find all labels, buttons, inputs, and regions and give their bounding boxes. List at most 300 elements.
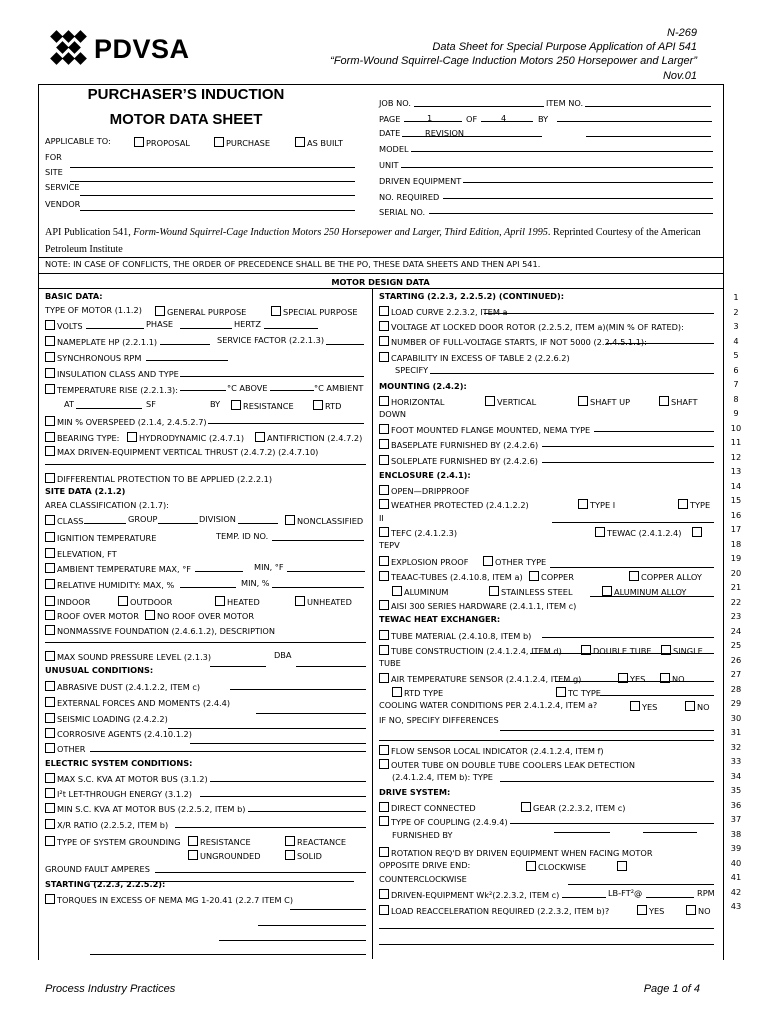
- max-sc-option[interactable]: [45, 773, 208, 783]
- air-temp-option[interactable]: [379, 673, 581, 683]
- ground-fault-field[interactable]: [155, 872, 366, 873]
- max-sound-option[interactable]: [45, 651, 211, 661]
- torques-option[interactable]: [45, 894, 293, 904]
- model-field[interactable]: [411, 151, 713, 152]
- num-starts-field[interactable]: [606, 343, 714, 344]
- humidity-max-field[interactable]: [180, 587, 236, 588]
- wk2-rpm-field[interactable]: [646, 897, 694, 898]
- max-sc-checkbox[interactable]: [45, 773, 55, 783]
- gear-checkbox[interactable]: [521, 802, 531, 812]
- insulation-field[interactable]: [180, 376, 364, 377]
- bearing-type-checkbox[interactable]: [45, 432, 55, 442]
- clockwise-option[interactable]: [526, 861, 586, 871]
- volts-field[interactable]: [86, 328, 144, 329]
- group-field[interactable]: [158, 523, 198, 524]
- cooling-yes-option[interactable]: [630, 701, 657, 711]
- open-drip-checkbox[interactable]: [379, 485, 389, 495]
- shaft-down-option[interactable]: [659, 396, 698, 406]
- insulation-checkbox[interactable]: [45, 368, 55, 378]
- volts-checkbox[interactable]: [45, 320, 55, 330]
- direct-option[interactable]: [379, 802, 476, 812]
- temp-rise-field[interactable]: [180, 390, 226, 391]
- soleplate-option[interactable]: [379, 455, 538, 465]
- serial-no-label: SERIAL NO.: [379, 207, 426, 217]
- line-number: 13: [730, 466, 742, 476]
- min-sc-option[interactable]: [45, 803, 246, 813]
- wk2-checkbox[interactable]: [379, 889, 389, 899]
- date-field[interactable]: [402, 136, 542, 137]
- reaccel-no-checkbox[interactable]: [686, 905, 696, 915]
- vertical-checkbox[interactable]: [485, 396, 495, 406]
- min-f-label: MIN, °F: [254, 562, 284, 572]
- foot-flange-field[interactable]: [594, 431, 714, 432]
- load-curve-option[interactable]: [379, 306, 508, 316]
- foot-flange-checkbox[interactable]: [379, 424, 389, 434]
- page-field[interactable]: [404, 121, 462, 122]
- service-factor-field[interactable]: [326, 344, 364, 345]
- voltage-locked-checkbox[interactable]: [379, 321, 389, 331]
- shaft-down-checkbox[interactable]: [659, 396, 669, 406]
- horizontal-option[interactable]: [379, 396, 444, 406]
- aluminum-option[interactable]: [392, 586, 448, 596]
- outdoor-checkbox[interactable]: [118, 596, 128, 606]
- abrasive-option[interactable]: [45, 681, 200, 691]
- torques-field-4[interactable]: [90, 954, 366, 955]
- max-thrust-checkbox[interactable]: [45, 446, 55, 456]
- outer-tube-checkbox[interactable]: [379, 759, 389, 769]
- tewac-option[interactable]: [595, 527, 681, 537]
- tube-material-checkbox[interactable]: [379, 630, 389, 640]
- flow-sensor-option[interactable]: [379, 745, 604, 755]
- other-type-checkbox[interactable]: [483, 556, 493, 566]
- purchase-checkbox[interactable]: [214, 137, 224, 147]
- g-resistance-checkbox[interactable]: [188, 836, 198, 846]
- seismic-option[interactable]: [45, 713, 168, 723]
- hydrodynamic-option[interactable]: [127, 432, 244, 442]
- diff-protection-option[interactable]: [45, 473, 272, 483]
- outer-tube-label: OUTER TUBE ON DOUBLE TUBE COOLERS LEAK DETECTION: [391, 760, 636, 770]
- indoor-checkbox[interactable]: [45, 596, 55, 606]
- tepv-checkbox[interactable]: [692, 527, 702, 537]
- counterclockwise-checkbox[interactable]: [617, 861, 627, 871]
- dba-field[interactable]: [296, 666, 366, 667]
- footer-left: Process Industry Practices: [45, 983, 176, 995]
- coupling-field[interactable]: [510, 823, 714, 824]
- other-type-option[interactable]: [483, 556, 546, 566]
- bearing-type-option[interactable]: [45, 432, 119, 442]
- special-purpose-checkbox[interactable]: [271, 306, 281, 316]
- voltage-locked-option[interactable]: [379, 321, 684, 331]
- copper-option[interactable]: [529, 571, 574, 581]
- shaft-up-option[interactable]: [578, 396, 630, 406]
- humidity-checkbox[interactable]: [45, 579, 55, 589]
- i2t-field[interactable]: [200, 796, 366, 797]
- line-number: 31: [730, 727, 742, 737]
- stainless-checkbox[interactable]: [489, 586, 499, 596]
- solid-option[interactable]: [285, 850, 322, 860]
- horizontal-label: HORIZONTAL: [391, 397, 445, 407]
- external-forces-checkbox[interactable]: [45, 697, 55, 707]
- hertz-field[interactable]: [264, 328, 318, 329]
- roof-over-checkbox[interactable]: [45, 610, 55, 620]
- reaccel-yes-option[interactable]: [637, 905, 664, 915]
- reaccel-yes-checkbox[interactable]: [637, 905, 647, 915]
- ungrounded-checkbox[interactable]: [188, 850, 198, 860]
- explosion-option[interactable]: [379, 556, 468, 566]
- vendor-field[interactable]: [80, 210, 355, 211]
- antifriction-checkbox[interactable]: [255, 432, 265, 442]
- xr-option[interactable]: [45, 819, 168, 829]
- aluminum-checkbox[interactable]: [392, 586, 402, 596]
- abrasive-field[interactable]: [230, 689, 366, 690]
- seismic-checkbox[interactable]: [45, 713, 55, 723]
- furnished-by-field-2[interactable]: [643, 832, 697, 833]
- torques-checkbox[interactable]: [45, 894, 55, 904]
- torques-field[interactable]: [290, 909, 366, 910]
- load-curve-field[interactable]: [484, 313, 714, 314]
- reaccel-option[interactable]: [379, 905, 609, 915]
- num-starts-checkbox[interactable]: [379, 336, 389, 346]
- nonmassive-option[interactable]: [45, 625, 275, 635]
- capability-label: CAPABILITY IN EXCESS OF TABLE 2 (2.2.6.2): [391, 353, 570, 363]
- copper-alloy-label: COPPER ALLOY: [641, 572, 702, 582]
- purchase-option[interactable]: [214, 137, 270, 147]
- grounding-checkbox[interactable]: [45, 836, 55, 846]
- sync-rpm-checkbox[interactable]: [45, 352, 55, 362]
- g-reactance-checkbox[interactable]: [285, 836, 295, 846]
- air-temp-field[interactable]: [555, 681, 714, 682]
- unit-field[interactable]: [401, 167, 713, 168]
- foot-flange-option[interactable]: [379, 424, 590, 434]
- wk2-option[interactable]: [379, 889, 559, 899]
- stainless-option[interactable]: [489, 586, 573, 596]
- min-overspeed-field[interactable]: [208, 423, 364, 424]
- rotation-option[interactable]: [379, 847, 653, 857]
- group-label: GROUP: [128, 514, 158, 524]
- at-field[interactable]: [76, 408, 142, 409]
- line-number: 2: [733, 306, 739, 317]
- copper-alloy-option[interactable]: [629, 571, 702, 581]
- line-number: 29: [730, 698, 742, 708]
- teaac-option[interactable]: [379, 571, 523, 581]
- nonmassive-checkbox[interactable]: [45, 625, 55, 635]
- no-roof-checkbox[interactable]: [145, 610, 155, 620]
- class-field[interactable]: [84, 523, 126, 524]
- reaccel-no-option[interactable]: [686, 905, 711, 915]
- ambient-temp-option[interactable]: [45, 563, 191, 573]
- ungrounded-option[interactable]: [188, 850, 261, 860]
- blank-line-2[interactable]: [379, 944, 714, 945]
- enclosure-field[interactable]: [552, 522, 714, 523]
- single-label: SINGLE: [673, 646, 703, 656]
- tefc-option[interactable]: [379, 527, 457, 537]
- heated-option[interactable]: [215, 596, 260, 606]
- abrasive-checkbox[interactable]: [45, 681, 55, 691]
- copper-alloy-checkbox[interactable]: [629, 571, 639, 581]
- external-forces-option[interactable]: [45, 697, 230, 707]
- max-sc-field[interactable]: [210, 781, 366, 782]
- load-curve-checkbox[interactable]: [379, 306, 389, 316]
- rtd-type-option[interactable]: [392, 687, 443, 697]
- g-resistance-option[interactable]: [188, 836, 251, 846]
- temp-id-field[interactable]: [272, 540, 364, 541]
- solid-checkbox[interactable]: [285, 850, 295, 860]
- indoor-option[interactable]: [45, 596, 90, 606]
- no-required-field[interactable]: [443, 198, 713, 199]
- ignition-temp-option[interactable]: [45, 532, 156, 542]
- item-no-field[interactable]: [585, 106, 711, 107]
- phase-field[interactable]: [180, 328, 232, 329]
- nonclassified-option[interactable]: [285, 515, 363, 525]
- elevation-option[interactable]: [45, 548, 117, 558]
- rtd-option[interactable]: [313, 400, 341, 410]
- nameplate-hp-label: NAMEPLATE HP (2.2.1.1): [57, 337, 158, 347]
- proposal-option[interactable]: [134, 137, 190, 147]
- divider: [38, 257, 723, 258]
- outdoor-option[interactable]: [118, 596, 172, 606]
- tefc-checkbox[interactable]: [379, 527, 389, 537]
- air-temp-checkbox[interactable]: [379, 673, 389, 683]
- reaccel-checkbox[interactable]: [379, 905, 389, 915]
- min-sc-field[interactable]: [248, 811, 366, 812]
- class-checkbox[interactable]: [45, 515, 55, 525]
- soleplate-field[interactable]: [542, 462, 714, 463]
- revision-label: REVISION: [425, 128, 465, 138]
- form-title-line2: MOTOR DATA SHEET: [109, 111, 263, 128]
- division-field[interactable]: [238, 523, 278, 524]
- site-field[interactable]: [70, 181, 355, 182]
- ignition-temp-checkbox[interactable]: [45, 532, 55, 542]
- horizontal-checkbox[interactable]: [379, 396, 389, 406]
- tc-type-field[interactable]: [600, 695, 714, 696]
- corrosive-option[interactable]: [45, 728, 192, 738]
- tube-material-field[interactable]: [542, 637, 714, 638]
- volts-option[interactable]: [45, 320, 83, 330]
- reaccel-no-label: NO: [698, 906, 711, 916]
- flow-sensor-label: FLOW SENSOR LOCAL INDICATOR (2.4.1.2.4, ITEM f): [391, 746, 604, 756]
- nameplate-hp-option[interactable]: [45, 336, 157, 346]
- if-no-field-2[interactable]: [379, 740, 714, 741]
- cooling-no-option[interactable]: [685, 701, 710, 711]
- tepv-option[interactable]: [692, 527, 704, 537]
- for-field[interactable]: [70, 167, 355, 168]
- min-overspeed-checkbox[interactable]: [45, 416, 55, 426]
- humidity-min-field[interactable]: [272, 587, 364, 588]
- proposal-checkbox[interactable]: [134, 137, 144, 147]
- no-roof-label: NO ROOF OVER MOTOR: [157, 611, 255, 621]
- heated-checkbox[interactable]: [215, 596, 225, 606]
- general-purpose-option[interactable]: [155, 306, 246, 316]
- date-label: DATE: [379, 128, 401, 138]
- resistance-checkbox[interactable]: [231, 400, 241, 410]
- stainless-label: STAINLESS STEEL: [501, 587, 573, 597]
- nameplate-hp-checkbox[interactable]: [45, 336, 55, 346]
- sync-rpm-option[interactable]: [45, 352, 141, 362]
- other-field[interactable]: [90, 751, 366, 752]
- capability-checkbox[interactable]: [379, 352, 389, 362]
- as-built-checkbox[interactable]: [295, 137, 305, 147]
- outdoor-label: OUTDOOR: [130, 597, 173, 607]
- torques-field-2[interactable]: [258, 925, 366, 926]
- tube-construction-checkbox[interactable]: [379, 645, 389, 655]
- tc-type-option[interactable]: [556, 687, 601, 697]
- wk2-field[interactable]: [562, 897, 606, 898]
- sync-rpm-field[interactable]: [146, 360, 228, 361]
- cooling-no-checkbox[interactable]: [685, 701, 695, 711]
- diff-protection-checkbox[interactable]: [45, 473, 55, 483]
- external-forces-field[interactable]: [256, 713, 366, 714]
- tube-construction-field[interactable]: [530, 653, 714, 654]
- line-number: 21: [730, 582, 742, 592]
- as-built-option[interactable]: [295, 137, 343, 147]
- wk2-field-top[interactable]: [568, 884, 714, 885]
- torques-field-3[interactable]: [219, 940, 366, 941]
- other-type-field[interactable]: [550, 567, 714, 568]
- cooling-yes-checkbox[interactable]: [630, 701, 640, 711]
- xr-field[interactable]: [175, 827, 366, 828]
- i2t-option[interactable]: [45, 788, 192, 798]
- job-no-field[interactable]: [414, 106, 544, 107]
- max-thrust-option[interactable]: [45, 446, 318, 456]
- driven-equipment-field[interactable]: [463, 182, 713, 183]
- blank-line-1[interactable]: [379, 928, 714, 929]
- tc-type-checkbox[interactable]: [556, 687, 566, 697]
- line-number: 39: [730, 843, 742, 853]
- unheated-option[interactable]: [295, 596, 352, 606]
- flow-sensor-checkbox[interactable]: [379, 745, 389, 755]
- class-option[interactable]: [45, 515, 83, 525]
- ambient-temp-max-field[interactable]: [195, 571, 243, 572]
- capability-option[interactable]: [379, 352, 570, 362]
- explosion-checkbox[interactable]: [379, 556, 389, 566]
- furnished-by-field[interactable]: [554, 832, 610, 833]
- unit-label: UNIT: [379, 160, 399, 170]
- furnished-by-label: FURNISHED BY: [392, 830, 453, 840]
- clockwise-checkbox[interactable]: [526, 861, 536, 871]
- type-ii-checkbox[interactable]: [678, 499, 688, 509]
- elevation-checkbox[interactable]: [45, 548, 55, 558]
- line-number: 3: [733, 321, 739, 331]
- aisi-checkbox[interactable]: [379, 600, 389, 610]
- specify-field[interactable]: [430, 373, 714, 374]
- temp-rise-option[interactable]: [45, 384, 178, 394]
- soleplate-checkbox[interactable]: [379, 455, 389, 465]
- nonclassified-checkbox[interactable]: [285, 515, 295, 525]
- weather-option[interactable]: [379, 499, 529, 509]
- rtd-checkbox[interactable]: [313, 400, 323, 410]
- antifriction-option[interactable]: [255, 432, 362, 442]
- rtd-type-checkbox[interactable]: [392, 687, 402, 697]
- of-field[interactable]: [481, 121, 533, 122]
- aluminum-alloy-option[interactable]: [602, 586, 686, 596]
- dba-label: DBA: [274, 650, 292, 660]
- no-roof-option[interactable]: [145, 610, 254, 620]
- unheated-checkbox[interactable]: [295, 596, 305, 606]
- max-sound-field[interactable]: [210, 666, 266, 667]
- shaft-up-checkbox[interactable]: [578, 396, 588, 406]
- temp-rise-checkbox[interactable]: [45, 384, 55, 394]
- corrosive-checkbox[interactable]: [45, 728, 55, 738]
- aluminum-alloy-checkbox[interactable]: [602, 586, 612, 596]
- serial-no-field[interactable]: [429, 213, 713, 214]
- baseplate-option[interactable]: [379, 439, 538, 449]
- min-sc-checkbox[interactable]: [45, 803, 55, 813]
- xr-checkbox[interactable]: [45, 819, 55, 829]
- insulation-option[interactable]: [45, 368, 179, 378]
- ambient-temp-min-field[interactable]: [287, 571, 365, 572]
- if-no-field[interactable]: [500, 730, 714, 731]
- g-resistance-label: RESISTANCE: [200, 837, 251, 847]
- hydrodynamic-checkbox[interactable]: [127, 432, 137, 442]
- humidity-option[interactable]: [45, 579, 174, 589]
- hardware-field-line[interactable]: [590, 596, 714, 597]
- tewac-hx-heading: TEWAC HEAT EXCHANGER:: [379, 614, 501, 624]
- weather-checkbox[interactable]: [379, 499, 389, 509]
- rotation-checkbox[interactable]: [379, 847, 389, 857]
- num-starts-option[interactable]: [379, 336, 647, 346]
- resistance-option[interactable]: [231, 400, 294, 410]
- copper-checkbox[interactable]: [529, 571, 539, 581]
- wk2-label: DRIVEN-EQUIPMENT Wk²(2.2.3.2, ITEM c): [391, 890, 560, 900]
- type-i-checkbox[interactable]: [578, 499, 588, 509]
- direct-checkbox[interactable]: [379, 802, 389, 812]
- by-field[interactable]: [557, 121, 712, 122]
- tube-material-option[interactable]: [379, 630, 531, 640]
- ambient-temp-checkbox[interactable]: [45, 563, 55, 573]
- min-overspeed-option[interactable]: [45, 416, 207, 426]
- tc-type-label: TC TYPE: [568, 688, 601, 698]
- vertical-option[interactable]: [485, 396, 536, 406]
- coupling-option[interactable]: [379, 816, 508, 826]
- other-checkbox[interactable]: [45, 743, 55, 753]
- nonmassive-field[interactable]: [45, 642, 366, 643]
- outer-tube-option[interactable]: [379, 759, 635, 769]
- aisi-option[interactable]: [379, 600, 576, 610]
- other-option[interactable]: [45, 743, 85, 753]
- gear-option[interactable]: [521, 802, 625, 812]
- type-i-option[interactable]: [578, 499, 615, 509]
- c-above-field[interactable]: [270, 390, 314, 391]
- revision-field[interactable]: [586, 136, 711, 137]
- rtd-type-label: RTD TYPE: [404, 688, 444, 698]
- model-label: MODEL: [379, 144, 409, 154]
- roof-over-option[interactable]: [45, 610, 139, 620]
- general-purpose-checkbox[interactable]: [155, 306, 165, 316]
- max-thrust-field[interactable]: [45, 464, 366, 465]
- corrosive-field[interactable]: [190, 743, 366, 744]
- coupling-checkbox[interactable]: [379, 816, 389, 826]
- counterclockwise-option[interactable]: [617, 861, 629, 871]
- service-field[interactable]: [80, 195, 355, 196]
- baseplate-checkbox[interactable]: [379, 439, 389, 449]
- teaac-checkbox[interactable]: [379, 571, 389, 581]
- g-reactance-option[interactable]: [285, 836, 346, 846]
- vertical-label: VERTICAL: [497, 397, 537, 407]
- tewac-checkbox[interactable]: [595, 527, 605, 537]
- grounding-option[interactable]: [45, 836, 181, 846]
- open-drip-option[interactable]: [379, 485, 469, 495]
- abrasive-label: ABRASIVE DUST (2.4.1.2.2, ITEM c): [57, 682, 201, 692]
- i2t-checkbox[interactable]: [45, 788, 55, 798]
- special-purpose-option[interactable]: [271, 306, 358, 316]
- type-ii-option[interactable]: [678, 499, 710, 509]
- reaccel-label: LOAD REACCELERATION REQUIRED (2.2.3.2, ITEM b)?: [391, 906, 610, 916]
- outer-tube-field[interactable]: [500, 781, 714, 782]
- seismic-field[interactable]: [168, 728, 366, 729]
- max-sound-checkbox[interactable]: [45, 651, 55, 661]
- nameplate-hp-field[interactable]: [160, 344, 210, 345]
- baseplate-field[interactable]: [542, 446, 714, 447]
